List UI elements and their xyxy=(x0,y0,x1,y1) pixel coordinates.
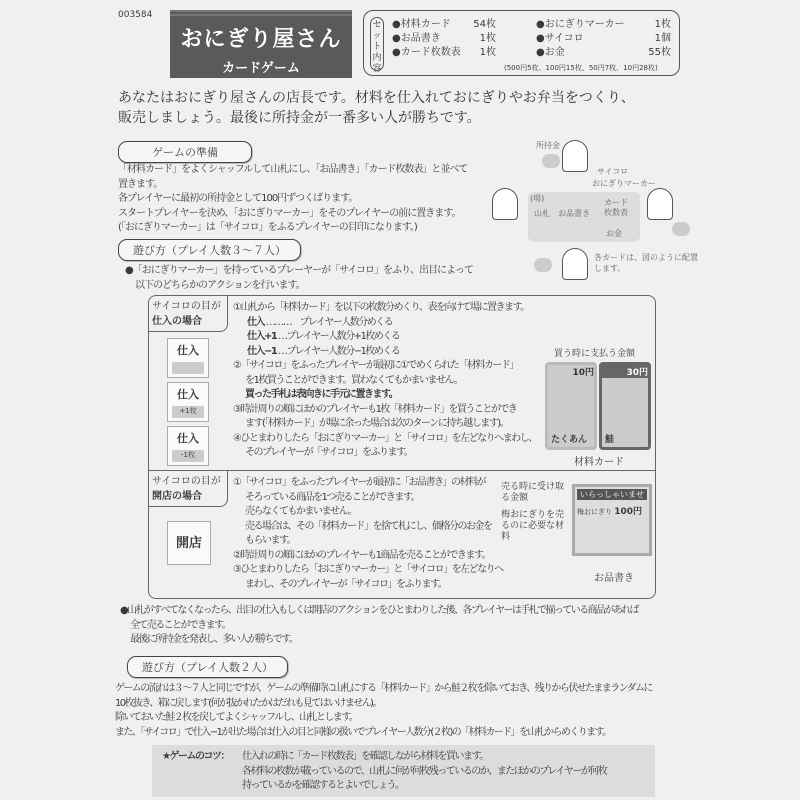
logo-title: おにぎり屋さん xyxy=(180,27,342,52)
play-intro: ●「おにぎりマーカー」を持っているプレーヤーが「サイコロ」をふり、出目によって 以下のどちらかのアクションを行います。 xyxy=(125,265,474,291)
menu-card xyxy=(572,484,652,556)
label-money: お金 xyxy=(606,229,622,238)
ingredients-callout: 梅おにぎりを売るのに必要な材料 xyxy=(501,510,565,542)
field-area xyxy=(528,192,640,242)
coins-icon xyxy=(672,222,690,236)
coins-icon xyxy=(542,154,560,168)
label-deck: 山札 xyxy=(534,209,550,218)
tips-label: ★ゲームのコツ： xyxy=(162,751,229,762)
label-marker: おにぎりマーカー xyxy=(592,179,656,188)
intro-text: あなたはおにぎり屋さんの店長です。材料を仕入れておにぎりやお弁当をつくり、 販売しましょう。最後に所持金が一番多い人が勝ちです。 xyxy=(118,90,635,126)
menu-banner: いらっしゃいませ xyxy=(577,489,647,500)
card-price: 30円 xyxy=(602,365,648,378)
ingredient-card-salmon xyxy=(599,362,651,450)
game-tips: ★ゲームのコツ： 仕入れの時に「カード枚数表」を確認しながら材料を買います。 各材料の枚数が載っているので、山札に何が何枚残っているのか、またほかのプレイヤーが何枚 持っているかを確認するとよいでしょう。 xyxy=(152,745,655,797)
card-price: 10円 xyxy=(572,368,594,378)
cards-caption: 材料カード xyxy=(574,457,624,468)
product-code: 003584 xyxy=(118,10,153,20)
stock-minus1-die-face: 仕入 -1枚 xyxy=(167,426,209,466)
end-game-text: ●山札がすべてなくなったら、出目の仕入もしくは開店のアクションをひとまわりした後、各プレイヤーは手札で揃っている商品があれば 全て売ることができます。 最後に所持金を発表し、多い人が勝ちです。 xyxy=(120,605,638,645)
label-count-table: カード枚数表 xyxy=(604,198,628,217)
setup-diagram xyxy=(492,130,704,280)
player-icon xyxy=(562,140,588,172)
section-heading-play: 遊び方（プレイ人数３～７人） xyxy=(118,239,301,261)
set-item: ●サイコロ 1個 xyxy=(536,33,671,44)
label-field: (場) xyxy=(530,194,545,203)
label-money-held: 所持金 xyxy=(536,141,560,150)
money-note: (500円5枚、100円15枚、50円7枚、10円28枚) xyxy=(504,64,658,72)
logo-subtitle: カードゲーム xyxy=(222,61,300,76)
open-steps: ①「サイコロ」をふったプレイヤーが最初に「お品書き」の材料が そろっている商品を1つ売ることができます。 売らなくてもかまいません。 売る場合は、その「材料カード」を捨て札にし、価格分のお金を もらいます。 ②時計周りの順にほかのプレイヤーも1商品を売ることができます。 ③ひとまわりしたら「おにぎりマーカー」と「サイコロ」を左どなりへ まわし、そのプレイヤーが「サイコロ」をふります。 xyxy=(233,477,503,590)
stock-tag: サイコロの目が 仕入の場合 xyxy=(148,296,228,332)
set-item: ●お品書き 1枚 xyxy=(392,33,496,44)
set-item: ●カード枚数表 1枚 xyxy=(392,47,496,58)
prep-text: 「材料カード」をよくシャッフルして山札にし、「お品書き」「カード枚数表」と並べて 置きます。 各プレイヤーに最初の所持金として100円ずつくばります。 スタートプレイヤーを決め、「おにぎりマーカー」をそのプレイヤーの前に置きます。 (「おにぎりマーカー」は「サイコロ」をふるプレイヤーの目印になります。) xyxy=(118,164,468,233)
menu-caption: お品書き xyxy=(594,573,634,584)
ingredient-card-takuan xyxy=(545,362,597,450)
game-logo xyxy=(170,10,352,78)
section-heading-prep: ゲームの準備 xyxy=(118,141,252,163)
set-item: ●材料カード 54枚 xyxy=(392,19,496,30)
menu-item: 梅おにぎり 100円 xyxy=(577,507,643,517)
set-contents-left xyxy=(392,18,496,60)
coins-icon xyxy=(534,258,552,272)
set-contents-right xyxy=(536,18,671,60)
action-frame xyxy=(148,295,656,599)
set-item: ●おにぎりマーカー 1枚 xyxy=(536,19,671,30)
player-icon xyxy=(562,248,588,280)
open-die-face: 開店 xyxy=(167,521,211,565)
set-item: ●お金 55枚 xyxy=(536,47,671,58)
price-callout: 買う時に支払う金額 xyxy=(554,349,636,359)
diagram-caption: 各カードは、図のように配置します。 xyxy=(594,253,698,273)
two-player-text: ゲームの流れは３～７人と同じですが、ゲームの準備時に山札にする「材料カード」から鮭２枚を除いておき、残りから伏せたままランダムに 10枚抜き、箱に戻します(何が抜かれたかはだれも見てはいけません)。 除いておいた鮭２枚を戻してよくシャッフルし、山札とします。 また、「サイコロ」で仕入−1が出た場合は仕入の目と同様の扱いでプレイヤー人数分(２枚)の「材料カード」を山札からめくります。 xyxy=(115,683,652,738)
open-tag: サイコロの目が 開店の場合 xyxy=(148,471,228,507)
set-contents xyxy=(363,10,680,76)
stock-plus1-die-face: 仕入 +1枚 xyxy=(167,382,209,422)
stock-steps: ①山札から「材料カード」を以下の枚数分めくり、表を向けて場に置きます。 仕入 ……… プレイヤー人数分めくる 仕入+1 …プレイヤー人数分+1枚めくる 仕入−1 …プレイヤー人数分−1枚めくる ②「サイコロ」をふったプレイヤーが最初に①でめくられた「材料カード」 を1枚買うことができます。買わなくてもかまいません。 買った手札は表向きに手元に置きます。 ③時計周りの順にほかのプレイヤーも1枚「材料カード」を買うことができ ます(「材料カード」が場に余った場合は次のターンに持ち越します)。 ④ひとまわりしたら「おにぎりマーカー」と「サイコロ」を左どなりへまわし、 そのプレイヤーが「サイコロ」をふります。 xyxy=(233,302,537,458)
section-heading-two-players: 遊び方（プレイ人数２人） xyxy=(127,656,288,678)
label-dice: サイコロ xyxy=(597,167,629,176)
set-contents-label: セット内容 xyxy=(370,17,384,71)
label-menu: お品書き xyxy=(558,209,590,218)
card-name: 鮭 xyxy=(605,435,615,445)
stock-die-face: 仕入 xyxy=(167,338,209,378)
card-name: たくあん xyxy=(551,435,588,445)
player-icon xyxy=(492,188,518,220)
sell-callout: 売る時に受け取る金額 xyxy=(501,482,565,503)
player-icon xyxy=(647,188,673,220)
